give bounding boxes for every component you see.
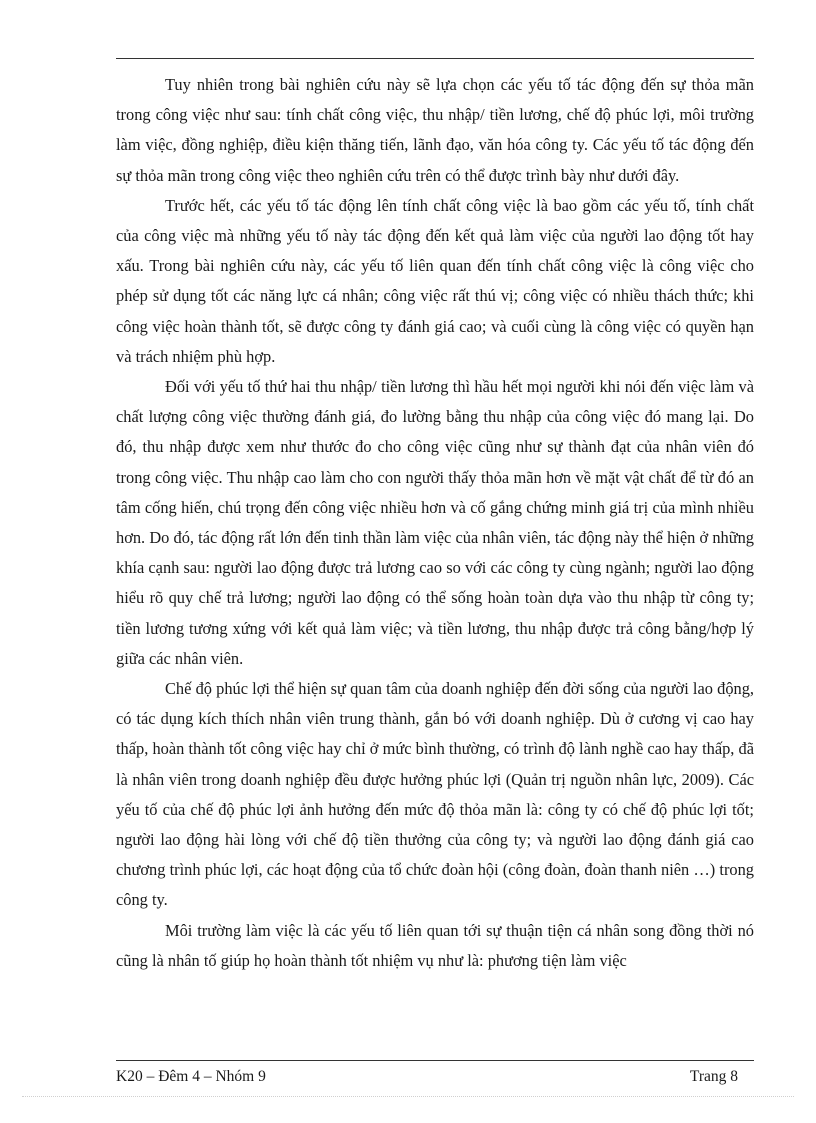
document-body <box>116 70 754 976</box>
paragraph-2: Trước hết, các yếu tố tác động lên tính chất công việc là bao gồm các yếu tố, tính chất của công việc mà những yếu tố này tác động đến kết quả làm việc của người lao động tốt hay xấu. Trong bài nghiên cứu này, các yếu tố liên quan đến tính chất công việc là công việc cho phép sử dụng tốt các năng lực cá nhân; công việc rất thú vị; công việc có nhiều thách thức; khi công việc hoàn thành tốt, sẽ được công ty đánh giá cao; và cuối cùng là công việc có quyền hạn và trách nhiệm phù hợp. <box>116 195 754 366</box>
page-number: Trang 8 <box>689 1068 738 1085</box>
paragraph-4: Chế độ phúc lợi thể hiện sự quan tâm của doanh nghiệp đến đời sống của người lao động, có tác dụng kích thích nhân viên trung thành, gắn bó với doanh nghiệp. Dù ở cương vị cao hay thấp, hoàn thành tốt công việc hay chỉ ở mức bình thường, có trình độ lành nghề cao hay thấp, đã là nhân viên trong doanh nghiệp đều được hưởng phúc lợi (Quản trị nguồn nhân lực, 2009). Các yếu tố của chế độ phúc lợi ảnh hưởng đến mức độ thỏa mãn là: công ty có chế độ phúc lợi tốt; người lao động hài lòng với chế độ tiền thưởng của công ty; và người lao động đánh giá cao chương trình phúc lợi, các hoạt động của tổ chức đoàn hội (công đoàn, đoàn thanh niên …) trong công ty. <box>116 679 754 910</box>
paragraph-5: Môi trường làm việc là các yếu tố liên quan tới sự thuận tiện cá nhân song đồng thời nó cũng là nhân tố giúp họ hoàn thành tốt nhiệm vụ như là: phương tiện làm việc <box>116 920 754 970</box>
footer-rule <box>116 1060 754 1061</box>
page-footer <box>116 1067 738 1087</box>
paragraph-3: Đối với yếu tố thứ hai thu nhập/ tiền lương thì hầu hết mọi người khi nói đến việc làm và chất lượng công việc thường đánh giá, đo lường bằng thu nhập của công việc đó mang lại. Do đó, thu nhập được xem như thước đo cho công việc cũng như sự thành đạt của nhân viên đó trong công việc. Thu nhập cao làm cho con người thấy thỏa mãn hơn về mặt vật chất để từ đó an tâm cống hiến, chú trọng đến công việc nhiều hơn và cố gắng chứng minh giá trị của mình nhiều hơn. Do đó, tác động rất lớn đến tinh thần làm việc của nhân viên, tác động này thể hiện ở những khía cạnh sau: người lao động được trả lương cao so với các công ty cùng ngành; người lao động hiểu rõ quy chế trả lương; người lao động có thể sống hoàn toàn dựa vào thu nhập từ công ty; tiền lương tương xứng với kết quả làm việc; và tiền lương, thu nhập được trả công bằng/hợp lý giữa các nhân viên. <box>116 377 754 668</box>
paragraph-1: Tuy nhiên trong bài nghiên cứu này sẽ lựa chọn các yếu tố tác động đến sự thỏa mãn trong công việc như sau: tính chất công việc, thu nhập/ tiền lương, chế độ phúc lợi, môi trường làm việc, đồng nghiệp, điều kiện thăng tiến, lãnh đạo, văn hóa công ty. Các yếu tố tác động đến sự thỏa mãn trong công việc theo nghiên cứu trên có thể được trình bày như dưới đây. <box>116 75 754 185</box>
footer-group-label: K20 – Đêm 4 – Nhóm 9 <box>116 1068 266 1085</box>
page-boundary <box>22 1096 794 1097</box>
header-rule <box>116 58 754 59</box>
